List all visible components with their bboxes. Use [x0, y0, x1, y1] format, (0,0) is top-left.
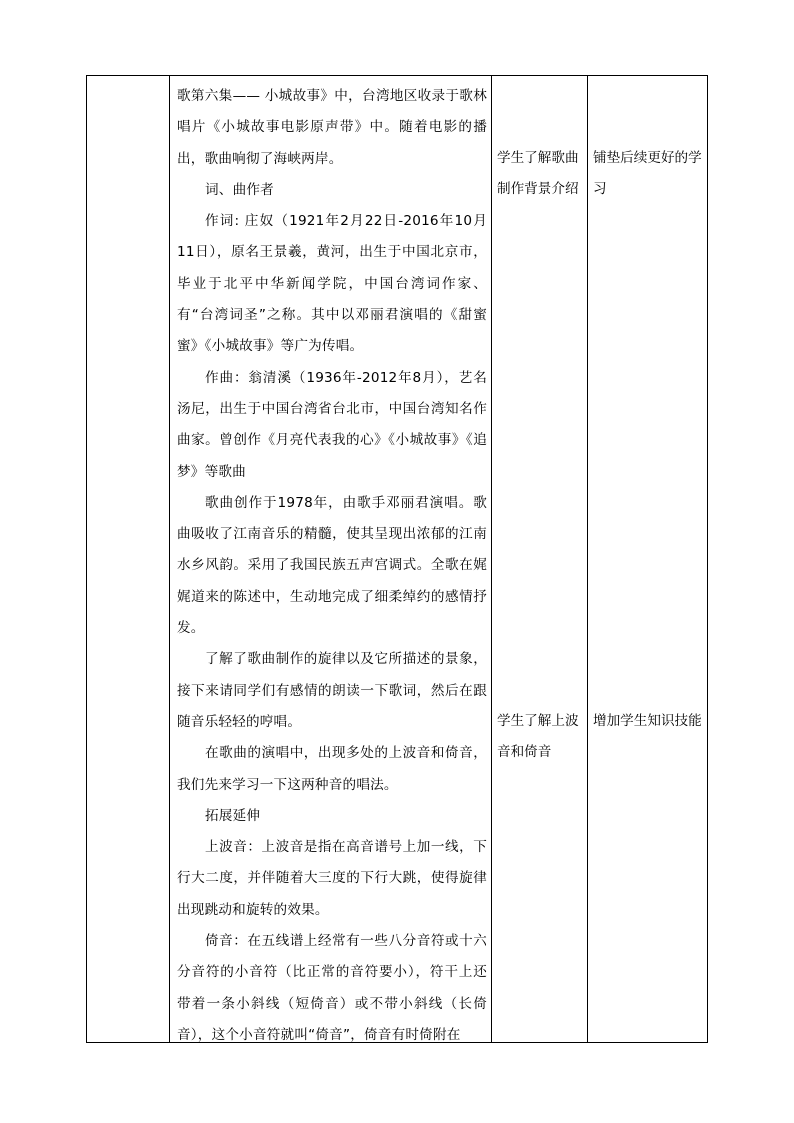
column-divider — [491, 76, 492, 1042]
column-divider — [169, 76, 170, 1042]
section-heading: 词、曲作者 — [205, 181, 274, 198]
lesson-table — [86, 75, 708, 1043]
teaching-content-cell — [177, 81, 487, 1051]
content-paragraph: 作词: 庄奴（1921年2月22日-2016年10月11日），原名王景羲，黄河，出生于中国北京市，毕业于北平中华新闻学院，中国台湾词作家、有“台湾词圣”之称。其中以邓丽君演唱的《甜蜜蜜》《小城故事》等广为传唱。 — [177, 213, 487, 355]
content-paragraph: 作曲：翁清溪（1936年-2012年8月），艺名汤尼，出生于中国台湾省台北市，中国台湾知名作曲家。曾创作《月亮代表我的心》《小城故事》《追梦》等歌曲 — [177, 369, 487, 480]
content-paragraph: 歌曲创作于1978年，由歌手邓丽君演唱。歌曲吸收了江南音乐的精髓，使其呈现出浓郁的江南水乡风韵。采用了我国民族五声宫调式。全歌在娓娓道来的陈述中，生动地完成了细柔绰约的感情抒发。 — [177, 494, 487, 637]
content-paragraph: 倚音：在五线谱上经常有一些八分音符或十六分音符的小音符（比正常的音符要小），符干上还带着一条小斜线（短倚音）或不带小斜线（长倚音），这个小音符就叫“倚音”，倚音有时倚附在 — [177, 933, 487, 1043]
student-activity-cell: 学生了解歌曲制作背景介绍 — [497, 150, 579, 198]
column-divider — [587, 76, 588, 1042]
content-paragraph: 了解了歌曲制作的旋律以及它所描述的景象，接下来请同学们有感情的朗读一下歌词，然后在跟随音乐轻轻的哼唱。 — [177, 651, 487, 730]
section-heading: 拓展延伸 — [205, 807, 261, 824]
content-paragraph: 在歌曲的演唱中，出现多处的上波音和倚音，我们先来学习一下这两种音的唱法。 — [177, 745, 487, 793]
student-activity-cell: 学生了解上波音和倚音 — [497, 713, 579, 761]
design-intent-cell: 铺垫后续更好的学习 — [593, 150, 702, 198]
design-intent-cell: 增加学生知识技能 — [593, 713, 702, 729]
content-paragraph: 歌第六集—— 小城故事》中，台湾地区收录于歌林唱片《小城故事电影原声带》中。随着电影的播出，歌曲响彻了海峡两岸。 — [177, 88, 487, 167]
content-paragraph: 上波音：上波音是指在高音谱号上加一线，下行大二度，并伴随着大三度的下行大跳，使得旋律出现跳动和旋转的效果。 — [177, 839, 487, 918]
